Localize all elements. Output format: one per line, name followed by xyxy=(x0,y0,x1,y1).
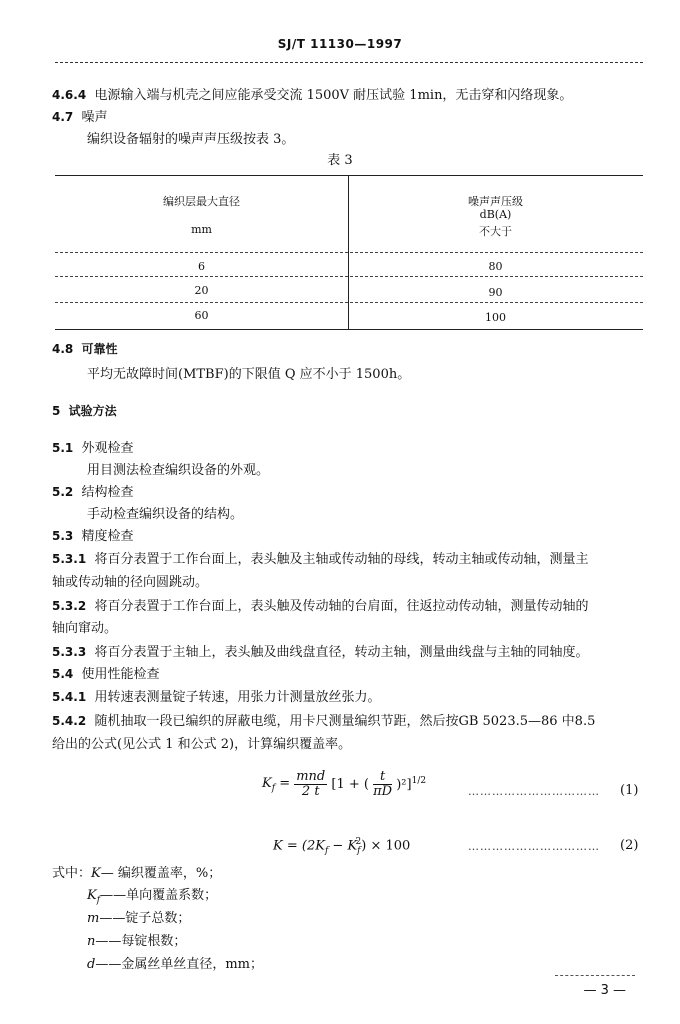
formula-1 xyxy=(262,770,426,799)
table-cell-diameter: 6 xyxy=(198,260,205,273)
clause-title: 使用性能检查 xyxy=(81,667,160,682)
legend-item xyxy=(87,907,190,926)
clause-text: 随机抽取一段已编织的屏蔽电缆，用卡尺测量编织节距，然后按GB 5023.5—86 中8.5 xyxy=(94,714,596,729)
clause-number: 5.2 xyxy=(52,485,74,499)
clause-title: 结构检查 xyxy=(81,485,134,500)
formula-subscript: f xyxy=(324,845,329,856)
table-cell-noise: 100 xyxy=(485,311,506,324)
clause-title: 可靠性 xyxy=(81,342,118,356)
clause-title: 精度检查 xyxy=(81,529,134,544)
clause-number: 5.3.1 xyxy=(52,552,87,566)
clause-number: 4.6.4 xyxy=(52,88,87,102)
legend-subscript: f xyxy=(96,895,101,906)
clause-5-4-2 xyxy=(52,710,595,729)
formula-symbol: K xyxy=(262,775,272,791)
col2-unit: dB(A) xyxy=(479,208,512,221)
clause-4-7-heading xyxy=(52,106,108,125)
formula-2-leader: …………………………… xyxy=(468,840,600,853)
clause-number: 5.4.2 xyxy=(52,714,87,728)
col2-note: 不大于 xyxy=(479,225,512,238)
clause-text: 电源输入端与机壳之间应能承受交流 1500V 耐压试验 1min，无击穿和闪络现象。 xyxy=(94,88,573,103)
formula-superscript: 2 xyxy=(355,837,362,847)
clause-4-8-text: 平均无故障时间(MTBF)的下限值 Q 应不小于 1500h。 xyxy=(87,367,411,382)
col1-header: 编织层最大直径 xyxy=(163,195,240,208)
clause-number: 4.8 xyxy=(52,342,74,356)
footer-divider xyxy=(555,975,635,976)
col2-header: 噪声声压级 xyxy=(468,195,523,208)
formula-text: ) × 100 xyxy=(361,838,411,854)
table-row-divider xyxy=(55,302,643,303)
legend-symbol: d xyxy=(87,957,96,972)
table-caption: 表 3 xyxy=(327,153,353,168)
clause-title: 外观检查 xyxy=(81,441,134,456)
clause-4-6-4 xyxy=(52,84,572,103)
clause-text: 将百分表置于主轴上，表头触及曲线盘直径，转动主轴，测量曲线盘与主轴的同轴度。 xyxy=(94,645,589,660)
formula-tail: )²] xyxy=(396,777,412,793)
header-divider xyxy=(55,62,643,63)
legend-desc: — 编织覆盖率，%； xyxy=(100,866,222,881)
formula-subscript: f xyxy=(271,783,276,794)
formula-inner-denominator: πD xyxy=(373,784,393,799)
formula-denominator: 2 t xyxy=(301,784,320,799)
legend-symbol: n xyxy=(87,934,96,949)
clause-text: 将百分表置于工作台面上，表头触及主轴或传动轴的母线，转动主轴或传动轴，测量主 xyxy=(94,552,589,567)
formula-text: K = (2K xyxy=(273,838,325,854)
clause-5-2-heading xyxy=(52,481,134,500)
formula-subscript: f xyxy=(357,845,361,856)
legend-item xyxy=(87,953,263,972)
page-number: — 3 — xyxy=(583,983,626,998)
table-cell-noise: 80 xyxy=(488,260,503,273)
legend-desc: ——单向覆盖系数； xyxy=(100,888,218,903)
clause-number: 5.1 xyxy=(52,441,74,455)
formula-numerator: mnd xyxy=(296,769,326,784)
formula-text: − K xyxy=(328,838,358,854)
noise-table xyxy=(55,175,643,330)
legend-symbol: K xyxy=(87,888,97,903)
clause-5-2-text: 手动检查编织设备的结构。 xyxy=(87,507,244,522)
clause-number: 5.3.3 xyxy=(52,645,87,659)
clause-number: 5.4 xyxy=(52,667,74,681)
legend-item xyxy=(52,862,221,881)
legend-symbol: K xyxy=(91,866,101,881)
formula-1-leader: …………………………… xyxy=(468,785,600,798)
clause-5-3-1-cont: 轴或传动轴的径向圆跳动。 xyxy=(52,575,209,590)
table-cell-noise: 90 xyxy=(488,286,503,299)
legend-desc: ——金属丝单丝直径，mm； xyxy=(95,957,263,972)
clause-text: 将百分表置于工作台面上，表头触及传动轴的台肩面，往返拉动传动轴，测量传动轴的 xyxy=(94,599,589,614)
clause-number: 5.3.2 xyxy=(52,599,87,613)
clause-5-3-heading xyxy=(52,525,134,544)
formula-equals: = xyxy=(275,775,291,791)
legend-item xyxy=(87,884,217,906)
legend-intro: 式中： xyxy=(52,866,92,881)
formula-exponent: 1/2 xyxy=(411,776,427,787)
formula-2-label: (2) xyxy=(620,838,639,853)
clause-number: 4.7 xyxy=(52,110,74,124)
legend-symbol: m xyxy=(87,911,100,926)
document-code-header: SJ/T 11130—1997 xyxy=(277,37,403,51)
formula-2 xyxy=(273,837,410,856)
formula-1-label: (1) xyxy=(620,783,639,798)
table-row-divider xyxy=(55,252,643,253)
clause-title: 噪声 xyxy=(81,110,108,125)
table-cell-diameter: 60 xyxy=(194,309,209,322)
table-row-divider xyxy=(55,276,643,277)
clause-5-3-3 xyxy=(52,641,588,660)
section-title: 试验方法 xyxy=(68,404,117,418)
clause-5-1-text: 用目测法检查编织设备的外观。 xyxy=(87,463,270,478)
section-5-heading xyxy=(52,402,117,419)
col1-unit: mm xyxy=(191,223,212,236)
legend-desc: ——每锭根数； xyxy=(95,934,187,949)
clause-4-7-text: 编织设备辐射的噪声声压级按表 3。 xyxy=(87,132,295,147)
clause-text: 用转速表测量锭子转速，用张力计测量放丝张力。 xyxy=(94,690,381,705)
clause-5-4-2-cont: 给出的公式(见公式 1 和公式 2)，计算编织覆盖率。 xyxy=(52,737,352,752)
table-cell-diameter: 20 xyxy=(194,284,209,297)
formula-body: [1 + ( xyxy=(331,777,369,792)
formula-inner-numerator: t xyxy=(379,769,386,784)
clause-5-1-heading xyxy=(52,437,134,456)
clause-4-8-heading xyxy=(52,340,118,357)
section-number: 5 xyxy=(52,404,61,418)
clause-5-3-1 xyxy=(52,548,588,567)
legend-item xyxy=(87,930,186,949)
legend-desc: ——锭子总数； xyxy=(99,911,191,926)
clause-number: 5.3 xyxy=(52,529,74,543)
clause-number: 5.4.1 xyxy=(52,690,87,704)
clause-5-4-heading xyxy=(52,663,160,682)
clause-5-3-2 xyxy=(52,595,588,614)
clause-5-4-1 xyxy=(52,686,380,705)
clause-5-3-2-cont: 轴向窜动。 xyxy=(52,621,118,636)
